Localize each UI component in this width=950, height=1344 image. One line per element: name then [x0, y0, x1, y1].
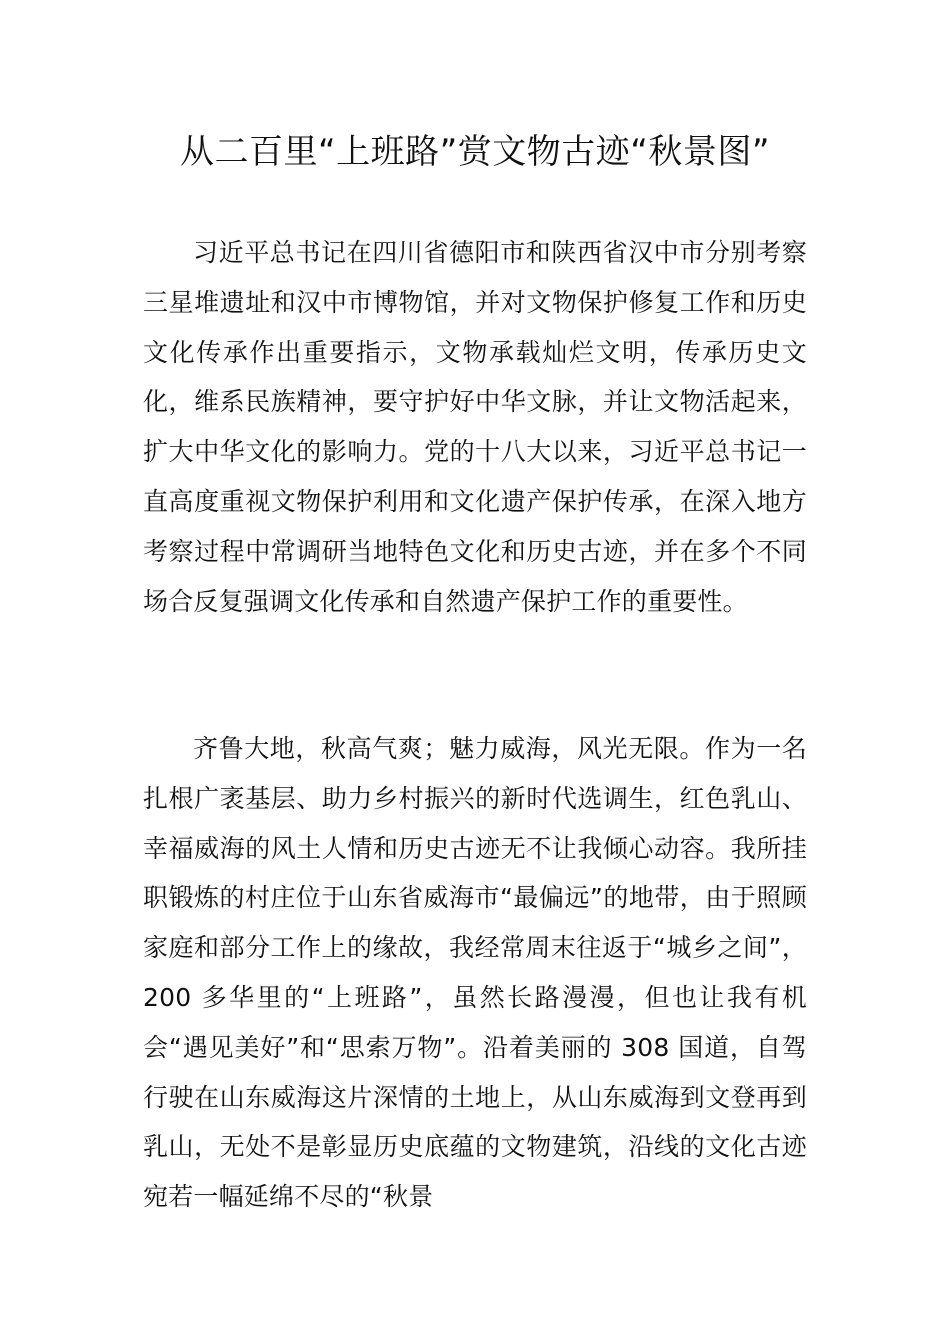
- paragraph-2: 齐鲁大地，秋高气爽；魅力威海，风光无限。作为一名扎根广袤基层、助力乡村振兴的新时代选调生，红色乳山、幸福威海的风土人情和历史古迹无不让我倾心动容。我所挂职锻炼的村庄位于山东省威海市“最偏远”的地带，由于照顾家庭和部分工作上的缘故，我经常周末往返于“城乡之间”，200 多华里的“上班路”，虽然长路漫漫，但也让我有机会“遇见美好”和“思索万物”。沿着美丽的 308 国道，自驾行驶在山东威海这片深情的土地上，从山东威海到文登再到乳山，无处不是彰显历史底蕴的文物建筑，沿线的文化古迹宛若一幅延绵不尽的“秋景: [143, 734, 807, 1212]
- paragraph-1: 习近平总书记在四川省德阳市和陕西省汉中市分别考察三星堆遗址和汉中市博物馆，并对文物保护修复工作和历史文化传承作出重要指示，文物承载灿烂文明，传承历史文化，维系民族精神，要守护好中华文脉，并让文物活起来，扩大中华文化的影响力。党的十八大以来，习近平总书记一直高度重视文物保护利用和文化遗产保护传承，在深入地方考察过程中常调研当地特色文化和历史古迹，并在多个不同场合反复强调文化传承和自然遗产保护工作的重要性。: [143, 238, 807, 616]
- document-title: 从二百里“上班路”赏文物古迹“秋景图”: [180, 132, 770, 172]
